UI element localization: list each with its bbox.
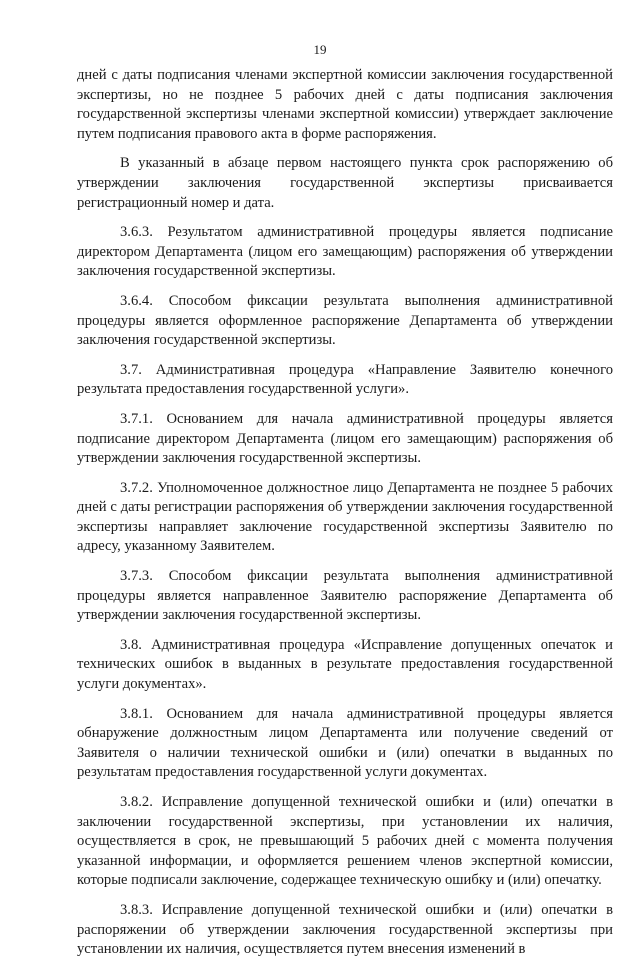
paragraph-registration: В указанный в абзаце первом настоящего пункта срок распоряжению об утверждении заключения государственной экспертизы присваивается регистрационный номер и дата. [77, 155, 613, 211]
document-body [77, 66, 613, 970]
page-number: 19 [313, 42, 327, 57]
paragraph-3-8-3: 3.8.3. Исправление допущенной технической ошибки и (или) опечатки в распоряжении об утверждении заключения государственной экспертизы при установлении их наличия, осуществляется путем внесения изменений в [77, 901, 613, 958]
paragraph-3-8-1: 3.8.1. Основанием для начала административной процедуры является обнаружение должностным лицом Департамента или получение сведений от Заявителя о наличии технической ошибки и (или) опечатки в выданных по результатам предоставления государственной услуги документах. [77, 705, 613, 781]
paragraph-3-6-4: 3.6.4. Способом фиксации результата выполнения административной процедуры является оформленное распоряжение Департамента об утверждении заключения государственной экспертизы. [77, 292, 613, 349]
paragraph-3-7-2: 3.7.2. Уполномоченное должностное лицо Департамента не позднее 5 рабочих дней с даты регистрации распоряжения об утверждении заключения государственной экспертизы направляет заключение государственной экспертизы Заявителю по адресу, указанному Заявителем. [77, 479, 613, 555]
paragraph-3-7-1: 3.7.1. Основанием для начала административной процедуры является подписание директором Департамента (лицом его замещающим) распоряжения об утверждении заключения государственной экспертизы. [77, 410, 613, 467]
paragraph-3-7: 3.7. Административная процедура «Направление Заявителю конечного результата предоставления государственной услуги». [77, 361, 613, 398]
paragraph-continuation: дней с даты подписания членами экспертной комиссии заключения государственной экспертизы, но не позднее 5 рабочих дней с даты подписания заключения государственной экспертизы членами экспертной комиссии) утверждает заключение путем подписания правового акта в форме распоряжения. [77, 67, 613, 142]
paragraph-3-8-2: 3.8.2. Исправление допущенной технической ошибки и (или) опечатки в заключении государственной экспертизы, при установлении их наличия, осуществляется в срок, не превышающий 5 рабочих дней с момента получения указанной информации, и оформляется решением членов экспертной комиссии, которые подписали заключение, содержащее техническую ошибку и (или) опечатку. [77, 794, 613, 889]
paragraph-3-6-3: 3.6.3. Результатом административной процедуры является подписание директором Департамента (лицом его замещающим) распоряжения об утверждении заключения государственной экспертизы. [77, 224, 613, 280]
paragraph-3-7-3: 3.7.3. Способом фиксации результата выполнения административной процедуры является направленное Заявителю распоряжение Департамента об утверждении заключения государственной экспертизы. [77, 568, 613, 624]
paragraph-3-8: 3.8. Административная процедура «Исправление допущенных опечаток и технических ошибок в выданных в результате предоставления государственной услуги документах». [77, 636, 613, 693]
